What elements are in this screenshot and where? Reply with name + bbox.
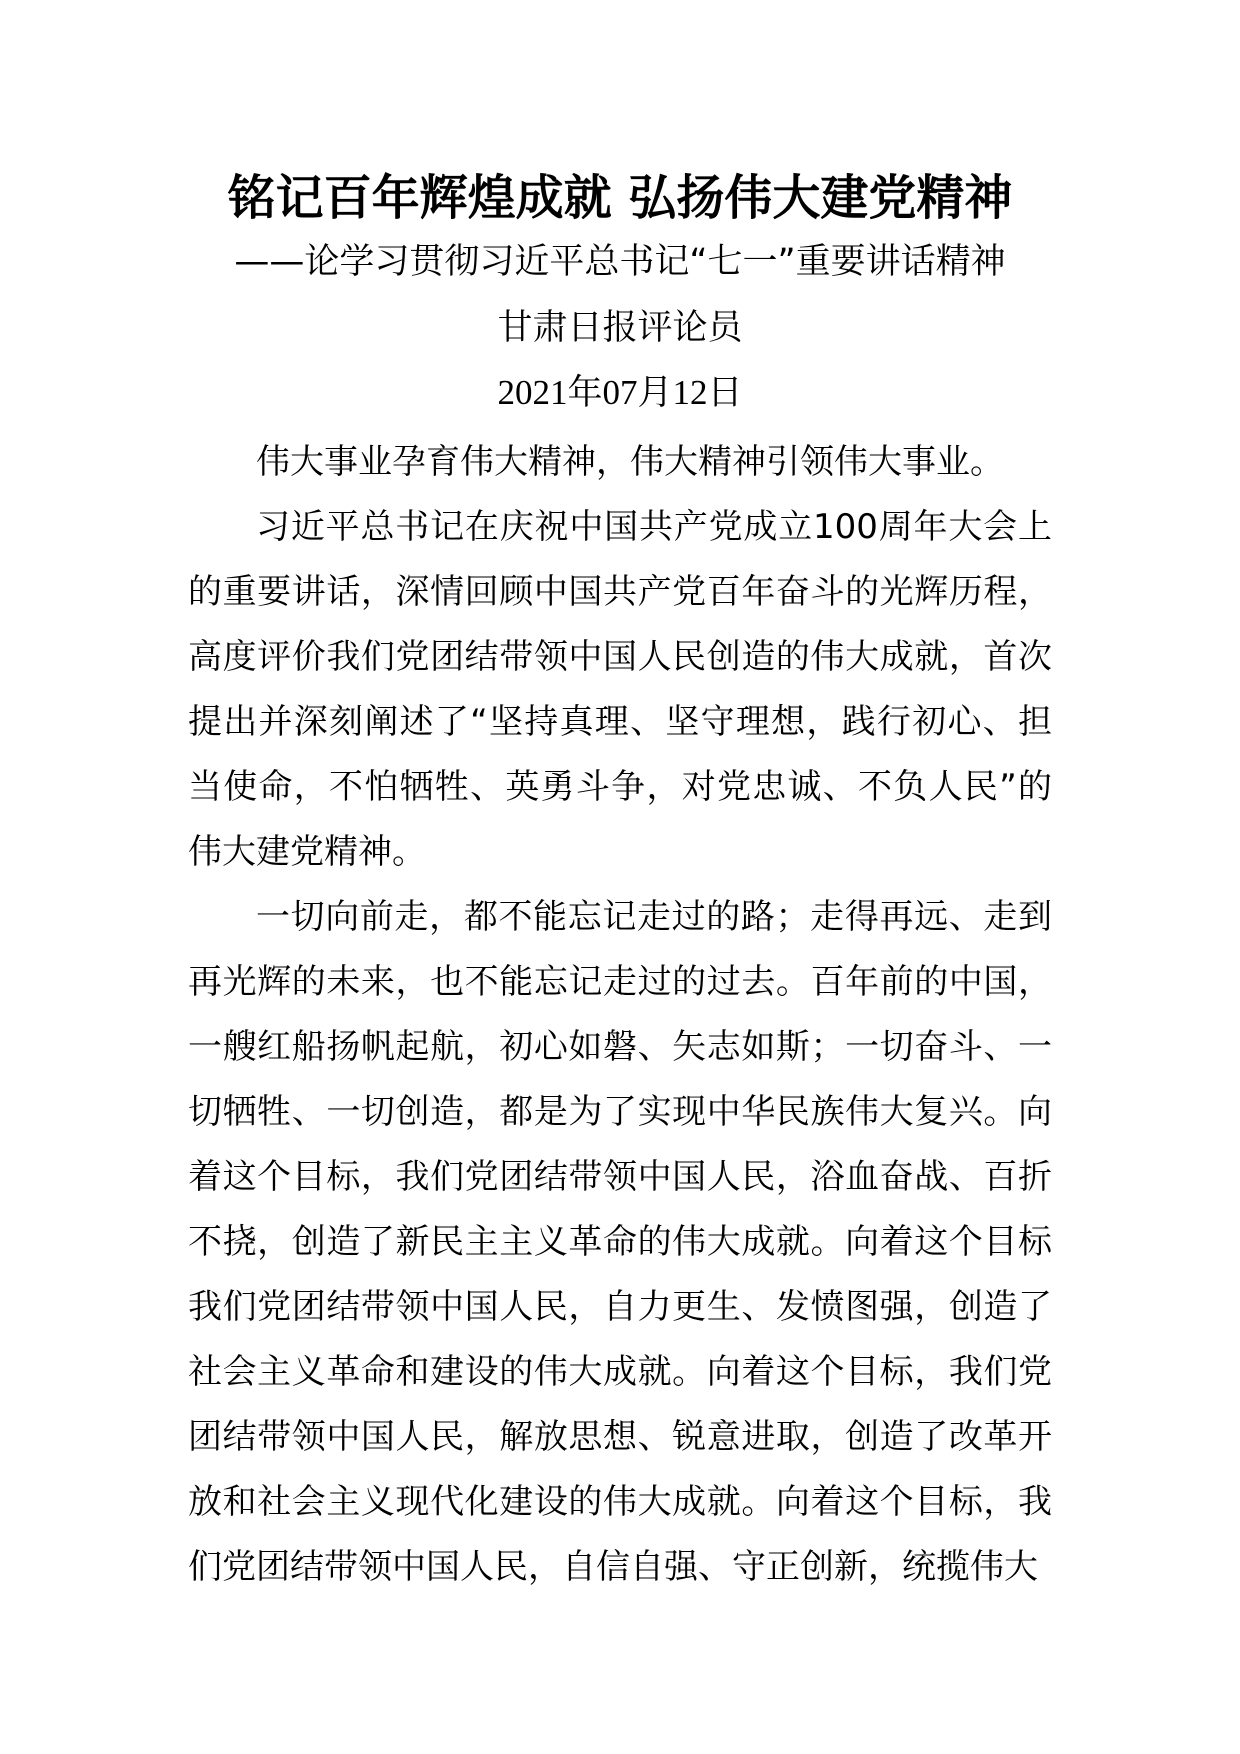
paragraph: 习近平总书记在庆祝中国共产党成立100周年大会上的重要讲话，深情回顾中国共产党百年奋斗的光辉历程，高度评价我们党团结带领中国人民创造的伟大成就，首次提出并深刻阐述了“坚持真理、坚守理想，践行初心、担当使命，不怕牺牲、英勇斗争，对党忠诚、不负人民”的伟大建党精神。: [188, 507, 1052, 872]
paragraph: 伟大事业孕育伟大精神，伟大精神引领伟大事业。: [256, 442, 1004, 482]
article-author: 甘肃日报评论员: [497, 308, 743, 348]
article-body: [188, 430, 1052, 1600]
article-date: 2021年07月12日: [497, 373, 743, 412]
paragraph: 一切向前走，都不能忘记走过的路；走得再远、走到再光辉的未来，也不能忘记走过的过去。百年前的中国，一艘红船扬帆起航，初心如磐、矢志如斯；一切奋斗、一切牺牲、一切创造，都是为了实现中华民族伟大复兴。向着这个目标，我们党团结带领中国人民，浴血奋战、百折不挠，创造了新民主主义革命的伟大成就。向着这个目标我们党团结带领中国人民，自力更生、发愤图强，创造了社会主义革命和建设的伟大成就。向着这个目标，我们党团结带领中国人民，解放思想、锐意进取，创造了改革开放和社会主义现代化建设的伟大成就。向着这个目标，我们党团结带领中国人民，自信自强、守正创新，统揽伟大: [188, 897, 1052, 1587]
article-title: 铭记百年辉煌成就 弘扬伟大建党精神: [227, 170, 1013, 226]
article-subtitle: ——论学习贯彻习近平总书记“七一”重要讲话精神: [234, 242, 1006, 282]
